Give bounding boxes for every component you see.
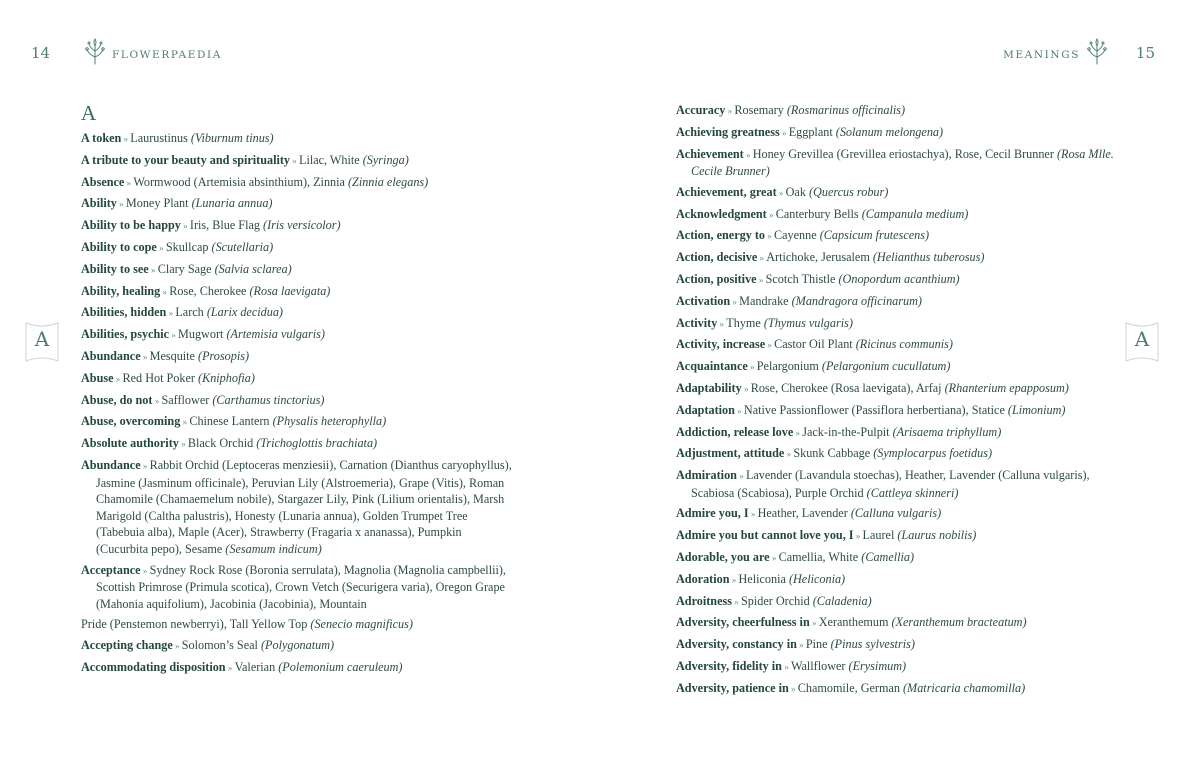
entry-latin: (Rosa Mlle. Cecile Brunner)	[691, 146, 1114, 179]
entry-text: Thyme	[726, 315, 761, 330]
entry	[676, 356, 1116, 378]
entry	[81, 259, 513, 281]
separator-icon: »	[853, 531, 863, 542]
separator-icon: »	[121, 134, 131, 144]
entry-latin: (Pinus sylvestris)	[830, 637, 915, 652]
entry-term: Acquaintance	[676, 359, 748, 374]
entry-term: Adaptation	[676, 402, 735, 417]
entry-term: Achieving greatness	[676, 124, 780, 139]
page-number-right: 15	[1135, 44, 1155, 62]
entry	[81, 433, 513, 455]
separator-icon: »	[796, 640, 806, 651]
flower-sprig-icon	[1086, 37, 1108, 65]
entry-text: Money Plant	[125, 196, 189, 211]
entry	[81, 390, 513, 412]
entry-term: Acceptance	[81, 562, 141, 577]
separator-icon: »	[769, 552, 779, 563]
entry-text: Lavender (Lavandula stoechas), Heather, Lavender (Calluna vulgaris), Scabiosa (Scabiosa), Purple Orchid	[691, 468, 1090, 500]
separator-icon: »	[757, 253, 767, 264]
entry-text: Pelargonium	[756, 359, 819, 374]
entry-text: Laurustinus	[130, 131, 188, 145]
separator-icon: »	[765, 231, 775, 242]
entry-term: Adaptability	[676, 380, 742, 395]
entry-latin: (Symplocarpus foetidus)	[873, 446, 993, 461]
entry	[81, 560, 513, 615]
entry	[676, 400, 1116, 422]
entry-latin: (Camellia)	[861, 549, 915, 564]
entry-text: Jack-in-the-Pulpit	[802, 424, 890, 439]
entry-latin: (Calluna vulgaris)	[850, 506, 942, 521]
entry-latin: (Heliconia)	[788, 571, 846, 586]
separator-icon: »	[180, 417, 190, 428]
entry	[81, 193, 513, 215]
separator-icon: »	[729, 574, 739, 585]
entry	[81, 128, 513, 150]
entry-text: Artichoke, Jerusalem	[766, 250, 870, 265]
entry	[676, 547, 1116, 569]
entry	[676, 503, 1116, 525]
running-head-right: MEANINGS	[1003, 49, 1080, 61]
separator-icon: »	[725, 106, 735, 116]
separator-icon: »	[809, 618, 819, 629]
separator-icon: »	[124, 177, 134, 188]
entry	[81, 281, 513, 303]
entry-latin: (Quercus robur)	[808, 184, 889, 199]
entry-text: Cayenne	[774, 228, 817, 243]
separator-icon: »	[166, 308, 176, 319]
entry-text: Solomon’s Seal	[181, 638, 258, 653]
entry-latin: (Trichoglottis brachiata)	[256, 436, 378, 451]
separator-icon: »	[290, 155, 300, 166]
entry-text: Pine	[805, 637, 828, 652]
entry-text: Wormwood (Artemisia absinthium), Zinnia	[133, 174, 345, 189]
entry-term: Adoration	[676, 571, 730, 586]
entry-latin: (Thymus vulgaris)	[763, 315, 853, 330]
entry-latin: (Rosa laevigata)	[249, 283, 331, 298]
flower-sprig-icon	[84, 37, 106, 65]
entry-term: Action, decisive	[676, 250, 758, 265]
separator-icon: »	[169, 330, 179, 341]
entries-column-left	[81, 100, 513, 679]
entry-text: Pride (Penstemon newberryi), Tall Yellow Top	[81, 617, 308, 632]
section-tab-letter: A	[1134, 327, 1150, 351]
entry-term: Admiration	[676, 468, 737, 483]
entry-text: Skullcap	[165, 239, 209, 254]
entry-term: Adversity, fidelity in	[676, 658, 782, 673]
entry-text: Rabbit Orchid (Leptoceras menziesii), Carnation (Dianthus caryophyllus), Jasmine (Jasminum officinale), Peruvian Lily (Alstroemeria), Grape (Vitis), Roman Chamomile (Chamaemelum nobile), Stargazer Lily, Pink (Lilium orientalis), Marsh Marigold (Caltha palustris), Honesty (Lunaria annua), Golden Trumpet Tree (Tabebuia alba), Maple (Acer), Strawberry (Fragaria x ananassa), Pumpkin (Cucurbita pepo), Sesame	[96, 457, 512, 556]
entry-latin: (Limonium)	[1007, 402, 1066, 417]
separator-icon: »	[734, 405, 744, 416]
entry-latin: (Prosopis)	[198, 348, 250, 363]
entry-term: Adversity, constancy in	[676, 637, 797, 652]
separator-icon: »	[225, 662, 235, 673]
entry-term: Ability to be happy	[81, 218, 181, 233]
entry-text: Wallflower	[790, 658, 846, 673]
entry-term: Adjustment, attitude	[676, 446, 785, 461]
entry-term: Abilities, hidden	[81, 305, 167, 320]
entry-latin: (Arisaema triphyllum)	[892, 424, 1002, 439]
separator-icon: »	[116, 199, 126, 210]
entry-latin: (Viburnum tinus)	[190, 131, 274, 145]
separator-icon: »	[178, 439, 188, 450]
entry	[676, 525, 1116, 547]
entry	[81, 172, 513, 194]
entry	[676, 122, 1116, 144]
section-tab-right[interactable]	[1120, 319, 1164, 365]
entry-latin: (Cattleya skinneri)	[866, 485, 959, 500]
entry-text: Scotch Thistle	[765, 271, 836, 286]
separator-icon: »	[140, 565, 150, 576]
entry-text: Laurel	[862, 528, 895, 543]
separator-icon: »	[748, 509, 758, 520]
entry-term: Accepting change	[81, 638, 173, 653]
entry-term: Adversity, cheerfulness in	[676, 615, 810, 630]
entries-column-right	[676, 100, 1116, 700]
entry-text: Rose, Cherokee	[169, 283, 247, 298]
section-letter: A	[81, 101, 97, 125]
entry-text: Honey Grevillea (Grevillea eriostachya), Rose, Cecil Brunner	[752, 146, 1054, 161]
entry	[81, 302, 513, 324]
separator-icon: »	[180, 221, 190, 232]
separator-icon: »	[160, 286, 170, 297]
separator-icon: »	[113, 373, 123, 384]
entry-text: Red Hot Poker	[122, 370, 195, 385]
separator-icon: »	[148, 264, 158, 275]
entry-text: Chinese Lantern	[189, 414, 270, 429]
entry-text: Chamomile, German	[797, 680, 900, 695]
entry-text: Larch	[175, 305, 204, 320]
entry	[676, 247, 1116, 269]
separator-icon: »	[717, 318, 727, 329]
entry-term: Adorable, you are	[676, 549, 770, 564]
separator-icon: »	[156, 242, 166, 253]
entry	[676, 656, 1116, 678]
entry-latin: (Scutellaria)	[211, 239, 274, 254]
separator-icon: »	[140, 351, 150, 362]
entry-latin: (Mandragora officinarum)	[791, 293, 922, 308]
entry	[676, 443, 1116, 465]
entry-term: Adroitness	[676, 593, 732, 608]
entry-latin: (Solanum melongena)	[835, 124, 944, 139]
entry-term: Accommodating disposition	[81, 659, 226, 674]
entry-text: Eggplant	[788, 124, 833, 139]
right-page	[594, 0, 1188, 758]
entry-term: Admire you, I	[676, 506, 749, 521]
entry-text: Mesquite	[149, 348, 195, 363]
entry-text: Camellia, White	[778, 549, 859, 564]
entry	[676, 291, 1116, 313]
entry-latin: (Laurus nobilis)	[897, 528, 977, 543]
entry	[676, 100, 1116, 122]
entry-latin: (Ricinus communis)	[855, 337, 953, 352]
entry	[676, 591, 1116, 613]
entry-latin: (Sesamum indicum)	[225, 541, 322, 556]
separator-icon: »	[784, 449, 794, 460]
entry	[81, 455, 513, 560]
entry-latin: (Kniphofia)	[198, 370, 255, 385]
entry-term: Acknowledgment	[676, 206, 767, 221]
entry-term: Abuse	[81, 370, 114, 385]
entry-term: Abuse, do not	[81, 392, 153, 407]
entry-text: Safflower	[161, 392, 210, 407]
entry-term: Abuse, overcoming	[81, 414, 181, 429]
entry-latin: (Larix decidua)	[206, 305, 283, 320]
page-number-left: 14	[31, 44, 51, 62]
entry	[676, 378, 1116, 400]
separator-icon: »	[781, 661, 791, 672]
separator-icon: »	[730, 296, 740, 307]
entry-text: Clary Sage	[157, 261, 212, 276]
entry	[81, 215, 513, 237]
entry-latin: (Syringa)	[362, 152, 409, 167]
entry	[676, 634, 1116, 656]
entry-latin: (Capsicum frutescens)	[819, 228, 930, 243]
separator-icon: »	[793, 427, 803, 438]
entry	[676, 144, 1116, 182]
entry-term: Action, energy to	[676, 228, 766, 243]
entry-term: Ability to cope	[81, 239, 157, 254]
entry	[81, 411, 513, 433]
entry-latin: (Campanula medium)	[861, 206, 969, 221]
separator-icon: »	[766, 209, 776, 220]
entry	[81, 346, 513, 368]
entry-text: Black Orchid	[187, 436, 254, 451]
section-tab-left[interactable]	[20, 319, 64, 365]
entry-latin: (Polygonatum)	[260, 638, 335, 653]
separator-icon: »	[776, 187, 786, 198]
entry-text: Native Passionflower (Passiflora herbertiana), Statice	[743, 402, 1005, 417]
entry-text: Canterbury Bells	[775, 206, 859, 221]
separator-icon: »	[140, 460, 150, 471]
entry-term: Abundance	[81, 348, 141, 363]
entry	[81, 635, 513, 657]
entry-latin: (Physalis heterophylla)	[272, 414, 387, 429]
entry-term: Ability to see	[81, 261, 149, 276]
entry	[676, 204, 1116, 226]
entry-latin: (Matricaria chamomilla)	[903, 680, 1026, 695]
entry	[676, 569, 1116, 591]
entry-latin: (Rosmarinus officinalis)	[786, 103, 906, 117]
separator-icon: »	[741, 383, 751, 394]
entry-latin: (Iris versicolor)	[263, 218, 341, 233]
entry-text: Spider Orchid	[740, 593, 810, 608]
entry-latin: (Salvia sclarea)	[214, 261, 292, 276]
entry-term: Adversity, patience in	[676, 680, 789, 695]
separator-icon: »	[736, 471, 746, 482]
entry-term: A token	[81, 131, 122, 145]
entry-text: Mandrake	[739, 293, 789, 308]
entry-term: Activation	[676, 293, 731, 308]
entry	[676, 678, 1116, 700]
entry-text: Valerian	[234, 659, 276, 674]
entry-text: Heather, Lavender	[757, 506, 848, 521]
separator-icon: »	[152, 395, 162, 406]
running-head-left: FLOWERPAEDIA	[112, 49, 222, 61]
entry-latin: (Zinnia elegans)	[347, 174, 429, 189]
entry	[81, 324, 513, 346]
entry	[676, 182, 1116, 204]
entry-latin: (Caladenia)	[812, 593, 872, 608]
entry-text: Castor Oil Plant	[774, 337, 853, 352]
entry	[676, 422, 1116, 444]
entry-term: Activity	[676, 315, 718, 330]
entry-text: Skunk Cabbage	[793, 446, 871, 461]
entry	[81, 150, 513, 172]
entry-term: Activity, increase	[676, 337, 766, 352]
entry-latin: (Helianthus tuberosus)	[872, 250, 985, 265]
entry-text: Sydney Rock Rose (Boronia serrulata), Magnolia (Magnolia campbellii), Scottish Primrose (Primula scotica), Crown Vetch (Securigera varia), Oregon Grape (Mahonia aquifolium), Jacobinia (Jacobinia), Mountain	[96, 562, 506, 611]
section-tab-letter: A	[34, 327, 50, 351]
entry-latin: (Polemonium caeruleum)	[278, 659, 403, 674]
entry-term: Abundance	[81, 457, 141, 472]
entry	[676, 313, 1116, 335]
separator-icon: »	[731, 596, 741, 607]
entry-text: Mugwort	[178, 327, 224, 342]
entry-latin: (Lunaria annua)	[191, 196, 273, 211]
entry-term: Achievement, great	[676, 184, 777, 199]
entry	[81, 657, 513, 679]
entry-latin: (Xeranthemum bracteatum)	[891, 615, 1027, 630]
entry-term: Ability	[81, 196, 117, 211]
entry	[676, 269, 1116, 291]
entry-term: Accuracy	[676, 103, 726, 117]
separator-icon: »	[765, 340, 775, 351]
entry	[676, 612, 1116, 634]
entry-latin: (Onopordum acanthium)	[838, 271, 960, 286]
separator-icon: »	[172, 641, 182, 652]
entry-text: Iris, Blue Flag	[189, 218, 260, 233]
entry-term: Achievement	[676, 146, 744, 161]
entry-term: Admire you but cannot love you, I	[676, 528, 854, 543]
entry-latin: (Erysimum)	[848, 658, 907, 673]
entry	[81, 368, 513, 390]
entry-term: Action, positive	[676, 271, 757, 286]
entry-term: Absence	[81, 174, 125, 189]
separator-icon: »	[788, 683, 798, 694]
entry-latin: (Pelargonium cucullatum)	[821, 359, 951, 374]
entry-latin: (Senecio magnificus)	[310, 617, 413, 632]
separator-icon: »	[743, 149, 753, 160]
entry	[676, 465, 1116, 503]
entry-latin: (Rhanterium epapposum)	[944, 380, 1069, 395]
entry	[676, 334, 1116, 356]
entry-latin: (Carthamus tinctorius)	[212, 392, 325, 407]
separator-icon: »	[747, 362, 757, 373]
separator-icon: »	[779, 127, 789, 138]
entry-term: Absolute authority	[81, 436, 179, 451]
entry-text: Heliconia	[738, 571, 786, 586]
entry-term: Ability, healing	[81, 283, 161, 298]
entry	[676, 225, 1116, 247]
entry-text: Rosemary	[734, 103, 784, 117]
entry-text: Rose, Cherokee (Rosa laevigata), Arfaj	[750, 380, 942, 395]
entry	[81, 237, 513, 259]
entry-term: A tribute to your beauty and spirituality	[81, 152, 291, 167]
entry-text: Xeranthemum	[818, 615, 889, 630]
entry-text: Lilac, White	[299, 152, 360, 167]
entry	[81, 614, 513, 635]
entry-text: Oak	[785, 184, 806, 199]
entry-term: Addiction, release love	[676, 424, 794, 439]
separator-icon: »	[756, 274, 766, 285]
entry-latin: (Artemisia vulgaris)	[226, 327, 325, 342]
entry-term: Abilities, psychic	[81, 327, 170, 342]
